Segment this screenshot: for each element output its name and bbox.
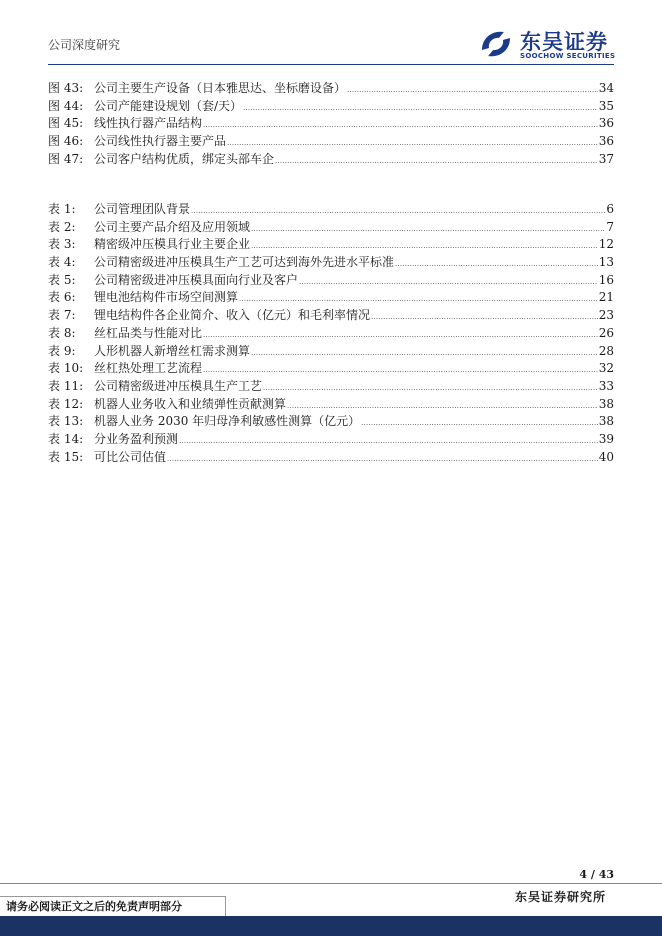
toc-entry-title: 精密级冲压模具行业主要企业 xyxy=(94,237,251,252)
toc-dot-leader xyxy=(251,345,598,363)
toc-entry-page: 23 xyxy=(598,308,614,323)
toc-dot-leader xyxy=(167,451,598,469)
toc-entry-figure-43[interactable] xyxy=(48,80,614,98)
toc-entry-title: 丝杠品类与性能对比 xyxy=(94,325,203,340)
toc-entry-title: 可比公司估值 xyxy=(94,449,167,464)
toc-entry-page: 33 xyxy=(598,378,614,393)
toc-entry-page: 36 xyxy=(598,116,614,131)
toc-dot-leader xyxy=(371,309,598,327)
toc-entry-title: 锂电结构件各企业简介、收入（亿元）和毛利率情况 xyxy=(94,308,371,323)
toc-entry-title: 公司线性执行器主要产品 xyxy=(94,134,227,149)
toc-entry-table-5[interactable] xyxy=(48,272,614,290)
footer-divider xyxy=(0,883,662,884)
toc-entry-table-7[interactable] xyxy=(48,307,614,325)
toc-entry-page: 28 xyxy=(598,343,614,358)
toc-entry-number: 表 7: xyxy=(48,308,76,323)
toc-entry-page: 37 xyxy=(598,151,614,166)
toc-entry-page: 12 xyxy=(598,237,614,252)
toc-entry-number: 表 2: xyxy=(48,219,76,234)
toc-entry-table-15[interactable] xyxy=(48,449,614,467)
toc-entry-table-13[interactable] xyxy=(48,413,614,431)
toc-entry-number: 表 8: xyxy=(48,325,76,340)
toc-entry-title: 公司精密级进冲压模具生产工艺可达到海外先进水平标准 xyxy=(94,255,395,270)
toc-entry-number: 表 10: xyxy=(48,361,84,376)
toc-dot-leader xyxy=(179,433,598,451)
toc-entry-page: 13 xyxy=(598,255,614,270)
toc-entry-title: 公司精密级进冲压模具生产工艺 xyxy=(94,378,263,393)
toc-dot-leader xyxy=(191,203,605,221)
toc-entry-number: 表 13: xyxy=(48,414,84,429)
toc-entry-title: 人形机器人新增丝杠需求测算 xyxy=(94,343,251,358)
toc-entry-page: 21 xyxy=(598,290,614,305)
disclaimer-notice: 请务必阅读正文之后的免责声明部分 xyxy=(0,896,226,916)
toc-dot-leader xyxy=(299,274,598,292)
figure-list xyxy=(48,80,614,168)
footer-band xyxy=(0,916,662,936)
toc-entry-page: 38 xyxy=(598,414,614,429)
report-type-label: 公司深度研究 xyxy=(48,38,121,52)
page-number: 4 / 43 xyxy=(579,868,614,881)
company-logo xyxy=(478,26,618,62)
toc-entry-title: 锂电池结构件市场空间测算 xyxy=(94,290,239,305)
toc-dot-leader xyxy=(203,362,598,380)
toc-entry-table-3[interactable] xyxy=(48,236,614,254)
toc-entry-page: 7 xyxy=(606,219,614,234)
toc-entry-number: 表 15: xyxy=(48,449,84,464)
toc-entry-page: 35 xyxy=(598,98,614,113)
toc-entry-title: 公司主要生产设备（日本雅思达、坐标磨设备） xyxy=(94,81,347,95)
toc-entry-page: 34 xyxy=(598,81,614,95)
toc-dot-leader xyxy=(243,100,598,118)
toc-entry-title: 机器人业务收入和业绩弹性贡献测算 xyxy=(94,396,287,411)
toc-entry-number: 表 5: xyxy=(48,272,76,287)
toc-entry-title: 机器人业务 2030 年归母净利敏感性测算（亿元） xyxy=(94,414,361,429)
toc-entry-table-4[interactable] xyxy=(48,254,614,272)
toc-dot-leader xyxy=(251,221,605,239)
toc-entry-table-12[interactable] xyxy=(48,396,614,414)
toc-entry-number: 表 9: xyxy=(48,343,76,358)
header-divider xyxy=(48,64,614,65)
logo-text-en: SOOCHOW SECURITIES xyxy=(520,52,616,60)
toc-entry-page: 36 xyxy=(598,134,614,149)
logo-mark-icon xyxy=(478,26,514,62)
toc-dot-leader xyxy=(361,415,598,433)
toc-dot-leader xyxy=(275,153,598,171)
toc-dot-leader xyxy=(203,117,598,135)
toc-entry-title: 分业务盈利预测 xyxy=(94,431,179,446)
toc-entry-table-8[interactable] xyxy=(48,325,614,343)
toc-entry-number: 图 45: xyxy=(48,116,84,131)
toc-entry-number: 图 46: xyxy=(48,134,84,149)
toc-entry-figure-45[interactable] xyxy=(48,115,614,133)
toc-entry-table-10[interactable] xyxy=(48,360,614,378)
toc-entry-number: 表 3: xyxy=(48,237,76,252)
toc-entry-number: 图 47: xyxy=(48,151,84,166)
toc-entry-number: 表 12: xyxy=(48,396,84,411)
table-list xyxy=(48,201,614,466)
toc-entry-title: 公司产能建设规划（套/天） xyxy=(94,98,243,113)
toc-entry-number: 表 6: xyxy=(48,290,76,305)
toc-dot-leader xyxy=(263,380,598,398)
toc-dot-leader xyxy=(395,256,598,274)
toc-entry-figure-47[interactable] xyxy=(48,151,614,169)
toc-entry-number: 表 4: xyxy=(48,255,76,270)
toc-entry-page: 16 xyxy=(598,272,614,287)
toc-entry-title: 公司客户结构优质，绑定头部车企 xyxy=(94,151,275,166)
toc-entry-figure-46[interactable] xyxy=(48,133,614,151)
toc-dot-leader xyxy=(203,327,598,345)
toc-entry-title: 公司主要产品介绍及应用领域 xyxy=(94,219,251,234)
toc-entry-title: 公司精密级进冲压模具面向行业及客户 xyxy=(94,272,299,287)
toc-entry-table-9[interactable] xyxy=(48,343,614,361)
toc-entry-title: 丝杠热处理工艺流程 xyxy=(94,361,203,376)
toc-entry-table-1[interactable] xyxy=(48,201,614,219)
toc-entry-table-2[interactable] xyxy=(48,219,614,237)
toc-entry-page: 39 xyxy=(598,431,614,446)
toc-entry-table-14[interactable] xyxy=(48,431,614,449)
toc-entry-title: 公司管理团队背景 xyxy=(94,202,191,216)
toc-entry-table-11[interactable] xyxy=(48,378,614,396)
toc-entry-number: 表 11: xyxy=(48,378,84,393)
toc-entry-number: 表 14: xyxy=(48,431,84,446)
toc-entry-figure-44[interactable] xyxy=(48,98,614,116)
toc-entry-table-6[interactable] xyxy=(48,289,614,307)
toc-entry-page: 6 xyxy=(606,202,614,216)
toc-entry-number: 表 1: xyxy=(48,202,76,216)
toc-entry-title: 线性执行器产品结构 xyxy=(94,116,203,131)
toc-entry-page: 38 xyxy=(598,396,614,411)
toc-entry-number: 图 44: xyxy=(48,98,84,113)
footer-company-name: 东吴证券研究所 xyxy=(514,890,606,904)
toc-entry-page: 40 xyxy=(598,449,614,464)
toc-entry-page: 32 xyxy=(598,361,614,376)
toc-dot-leader xyxy=(227,135,598,153)
logo-text-cn: 东吴证券 xyxy=(520,30,608,54)
toc-dot-leader xyxy=(347,82,598,100)
toc-entry-page: 26 xyxy=(598,325,614,340)
toc-entry-number: 图 43: xyxy=(48,81,84,95)
